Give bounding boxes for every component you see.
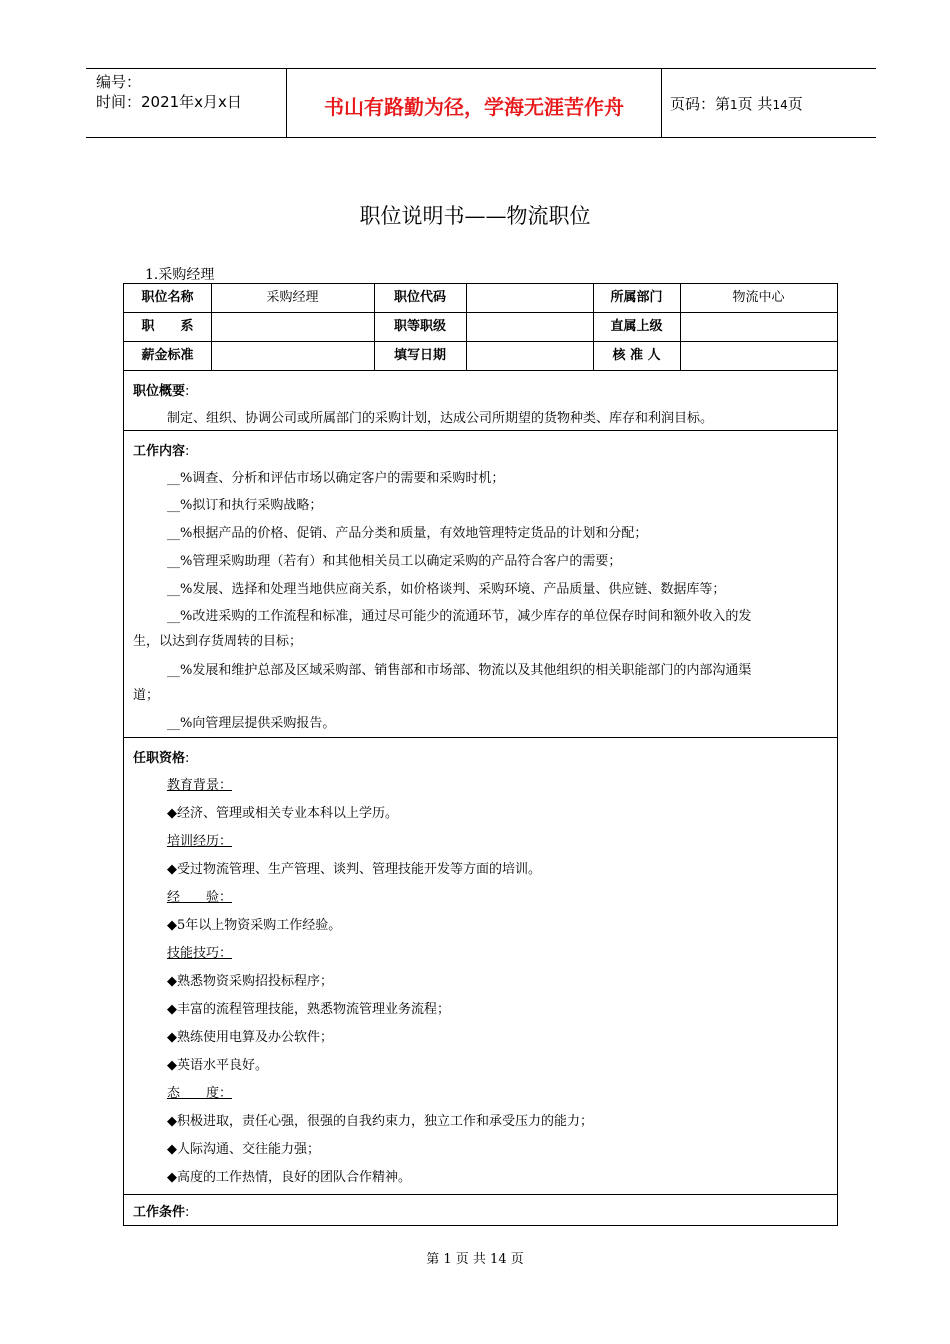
qualifications-heading: 任职资格: bbox=[133, 751, 190, 766]
qualification-subheading: 培训经历： bbox=[167, 834, 233, 849]
qualification-subheading: 态 度： bbox=[167, 1086, 233, 1101]
field-value bbox=[466, 284, 593, 312]
page-current: 1 bbox=[730, 98, 738, 112]
field-label: 直属上级 bbox=[610, 319, 663, 334]
document-title: 职位说明书——物流职位 bbox=[359, 204, 591, 228]
field-label: 职位代码 bbox=[393, 290, 446, 305]
overview-heading: 职位概要: bbox=[133, 384, 190, 399]
qualification-item: ◆受过物流管理、生产管理、谈判、管理技能开发等方面的培训。 bbox=[167, 862, 541, 877]
cell-divider bbox=[593, 342, 594, 370]
page-mid: 页 共 bbox=[737, 95, 773, 113]
duties-block bbox=[124, 431, 837, 738]
document-number-label: 编号： bbox=[96, 73, 142, 91]
qualification-item: ◆人际沟通、交往能力强； bbox=[167, 1142, 320, 1157]
cell-divider bbox=[374, 342, 375, 370]
cell-divider bbox=[680, 342, 681, 370]
field-label: 填写日期 bbox=[393, 348, 446, 363]
field-value bbox=[680, 313, 837, 341]
document-time-label: 时间：2021年x月x日 bbox=[96, 93, 242, 111]
cell-divider bbox=[374, 313, 375, 341]
duty-line: __%改进采购的工作流程和标准，通过尽可能少的流通环节，减少库存的单位保存时间和额外收入的发 bbox=[167, 609, 752, 624]
page-header bbox=[86, 68, 876, 138]
duty-line: 道； bbox=[133, 688, 160, 703]
qualification-item: ◆熟练使用电算及办公软件； bbox=[167, 1030, 333, 1045]
duties-heading-text: 工作内容 bbox=[133, 444, 186, 459]
qualification-item: ◆积极进取，责任心强，很强的自我约束力，独立工作和承受压力的能力； bbox=[167, 1114, 593, 1129]
cell-divider bbox=[466, 342, 467, 370]
duty-line: __%发展、选择和处理当地供应商关系，如价格谈判、采购环境、产品质量、供应链、数据库等； bbox=[167, 582, 726, 597]
duty-line: __%向管理层提供采购报告。 bbox=[167, 716, 336, 731]
section-heading: 1.采购经理 bbox=[145, 267, 215, 283]
overview-text: 制定、组织、协调公司或所属部门的采购计划，达成公司所期望的货物种类、库存和利润目标。 bbox=[167, 411, 714, 426]
field-value bbox=[211, 342, 374, 370]
header-motto: 书山有路勤为径，学海无涯苦作舟 bbox=[324, 95, 624, 119]
cell-divider bbox=[680, 313, 681, 341]
qualifications-block bbox=[124, 738, 837, 1195]
field-label: 核 准 人 bbox=[612, 348, 661, 363]
qualification-item: ◆经济、管理或相关专业本科以上学历。 bbox=[167, 806, 398, 821]
page-total: 14 bbox=[772, 98, 788, 112]
cell-divider bbox=[374, 284, 375, 312]
field-value bbox=[211, 313, 374, 341]
conditions-block bbox=[124, 1195, 837, 1225]
duty-line: __%根据产品的价格、促销、产品分类和质量，有效地管理特定货品的计划和分配； bbox=[167, 526, 648, 541]
page-prefix: 页码：第 bbox=[670, 95, 731, 113]
duty-line: __%管理采购助理（若有）和其他相关员工以确定采购的产品符合客户的需要； bbox=[167, 554, 622, 569]
cell-divider bbox=[593, 313, 594, 341]
qualification-item: ◆熟悉物资采购招投标程序； bbox=[167, 974, 333, 989]
qualification-subheading: 技能技巧： bbox=[167, 946, 233, 961]
field-value bbox=[680, 342, 837, 370]
qualification-subheading: 经 验： bbox=[167, 890, 233, 905]
qualifications-heading-text: 任职资格 bbox=[133, 751, 186, 766]
cell-divider bbox=[211, 284, 212, 312]
qualification-subheading: 教育背景： bbox=[167, 778, 233, 793]
cell-divider bbox=[466, 313, 467, 341]
duty-line: __%发展和维护总部及区域采购部、销售部和市场部、物流以及其他组织的相关职能部门的内部沟通渠 bbox=[167, 663, 752, 678]
cell-divider bbox=[466, 284, 467, 312]
cell-divider bbox=[211, 342, 212, 370]
field-label: 职等职级 bbox=[393, 319, 446, 334]
duty-line: __%调查、分析和评估市场以确定客户的需要和采购时机； bbox=[167, 471, 505, 486]
cell-divider bbox=[211, 313, 212, 341]
qualification-item: ◆英语水平良好。 bbox=[167, 1058, 268, 1073]
cell-divider bbox=[593, 284, 594, 312]
overview-block bbox=[124, 371, 837, 431]
conditions-heading-text: 工作条件 bbox=[133, 1205, 186, 1220]
overview-heading-text: 职位概要 bbox=[133, 384, 186, 399]
page-footer: 第 1 页 共 14 页 bbox=[426, 1252, 524, 1267]
page-suffix: 页 bbox=[787, 95, 803, 113]
field-label: 职 系 bbox=[141, 319, 194, 334]
cell-divider bbox=[680, 284, 681, 312]
qualification-item: ◆5年以上物资采购工作经验。 bbox=[167, 918, 342, 933]
field-value bbox=[466, 313, 593, 341]
field-value: 采购经理 bbox=[266, 290, 319, 305]
info-row bbox=[124, 284, 837, 313]
field-label: 职位名称 bbox=[141, 290, 194, 305]
header-page-number bbox=[670, 93, 803, 114]
field-label: 所属部门 bbox=[610, 290, 663, 305]
qualification-item: ◆丰富的流程管理技能，熟悉物流管理业务流程； bbox=[167, 1002, 450, 1017]
header-page-cell bbox=[662, 69, 876, 137]
info-row bbox=[124, 342, 837, 371]
header-meta bbox=[86, 69, 286, 137]
field-value: 物流中心 bbox=[732, 290, 785, 305]
field-label: 薪金标准 bbox=[141, 348, 194, 363]
field-value bbox=[466, 342, 593, 370]
duties-heading: 工作内容: bbox=[133, 444, 190, 459]
duty-line: 生，以达到存货周转的目标； bbox=[133, 634, 303, 649]
qualification-item: ◆高度的工作热情，良好的团队合作精神。 bbox=[167, 1170, 411, 1185]
duty-line: __%拟订和执行采购战略； bbox=[167, 498, 323, 513]
job-description-table bbox=[123, 283, 838, 1226]
conditions-heading: 工作条件: bbox=[133, 1205, 190, 1220]
header-motto-cell bbox=[286, 69, 662, 137]
info-row bbox=[124, 313, 837, 342]
